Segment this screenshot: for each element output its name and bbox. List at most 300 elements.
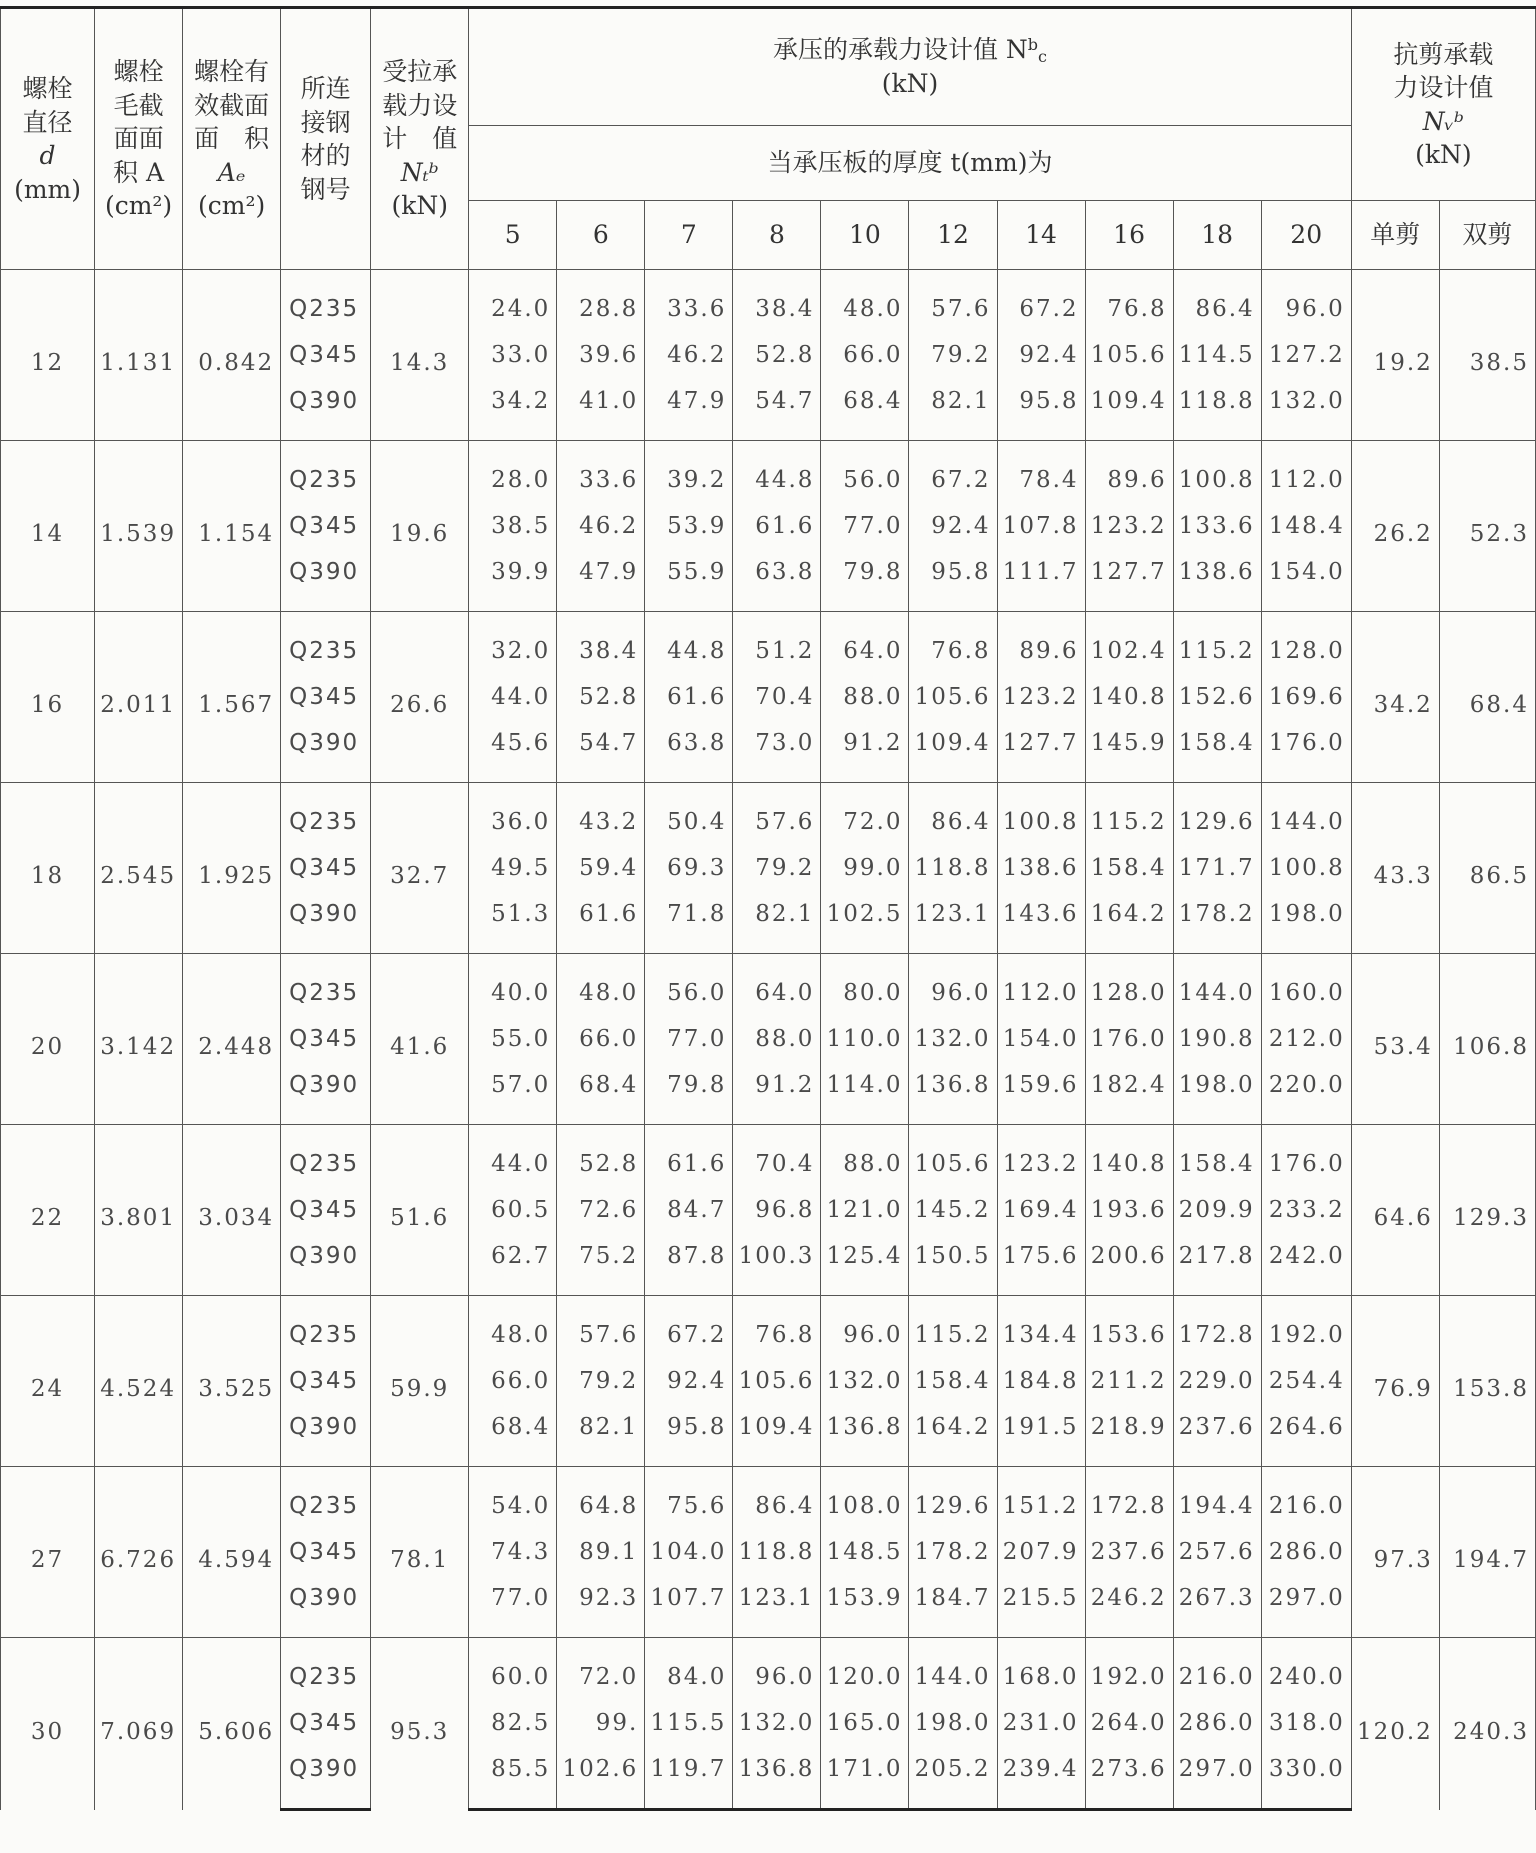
cell-bearing-value: 47.9 bbox=[645, 378, 733, 441]
cell-bearing-value: 72.6 bbox=[557, 1187, 645, 1233]
header-text: Nₜᵇ bbox=[400, 157, 439, 187]
cell-bearing-value: 71.8 bbox=[645, 891, 733, 954]
cell-effective-area: 5.606 bbox=[183, 1638, 281, 1810]
cell-bearing-value: 82.1 bbox=[909, 378, 997, 441]
cell-bearing-value: 178.2 bbox=[1173, 891, 1261, 954]
header-text: 所连 bbox=[300, 74, 351, 103]
cell-bearing-value: 145.2 bbox=[909, 1187, 997, 1233]
cell-effective-area: 1.925 bbox=[183, 783, 281, 954]
cell-bearing-value: 129.6 bbox=[1173, 783, 1261, 846]
cell-bearing-value: 107.8 bbox=[997, 503, 1085, 549]
table-row bbox=[1, 1125, 1536, 1188]
cell-shear-double: 106.8 bbox=[1439, 954, 1535, 1125]
cell-bearing-value: 176.0 bbox=[1261, 720, 1351, 783]
cell-bearing-value: 48.0 bbox=[821, 270, 909, 333]
cell-shear-single: 26.2 bbox=[1351, 441, 1439, 612]
table-row bbox=[1, 783, 1536, 846]
cell-shear-single: 19.2 bbox=[1351, 270, 1439, 441]
cell-bearing-value: 56.0 bbox=[821, 441, 909, 504]
header-gross-area bbox=[95, 8, 183, 270]
cell-bearing-value: 64.0 bbox=[821, 612, 909, 675]
cell-bearing-value: 57.6 bbox=[557, 1296, 645, 1359]
header-thickness: 20 bbox=[1261, 201, 1351, 270]
cell-steel-grade: Q390 bbox=[281, 1575, 371, 1638]
cell-tension-capacity: 32.7 bbox=[371, 783, 469, 954]
cell-effective-area: 4.594 bbox=[183, 1467, 281, 1638]
header-thickness: 12 bbox=[909, 201, 997, 270]
header-text: (kN) bbox=[1415, 140, 1472, 169]
cell-bearing-value: 59.4 bbox=[557, 845, 645, 891]
cell-steel-grade: Q235 bbox=[281, 1467, 371, 1530]
cell-steel-grade: Q345 bbox=[281, 503, 371, 549]
cell-bearing-value: 85.5 bbox=[469, 1746, 557, 1810]
cell-steel-grade: Q390 bbox=[281, 1233, 371, 1296]
cell-bearing-value: 207.9 bbox=[997, 1529, 1085, 1575]
cell-bearing-value: 52.8 bbox=[557, 1125, 645, 1188]
cell-bearing-value: 96.0 bbox=[1261, 270, 1351, 333]
cell-effective-area: 2.448 bbox=[183, 954, 281, 1125]
cell-steel-grade: Q345 bbox=[281, 845, 371, 891]
cell-bearing-value: 192.0 bbox=[1085, 1638, 1173, 1701]
cell-bearing-value: 96.8 bbox=[733, 1187, 821, 1233]
cell-bearing-value: 76.8 bbox=[909, 612, 997, 675]
cell-bearing-value: 267.3 bbox=[1173, 1575, 1261, 1638]
cell-tension-capacity: 14.3 bbox=[371, 270, 469, 441]
cell-bearing-value: 192.0 bbox=[1261, 1296, 1351, 1359]
cell-bolt-diameter: 16 bbox=[1, 612, 95, 783]
cell-bearing-value: 133.6 bbox=[1173, 503, 1261, 549]
cell-bearing-value: 47.9 bbox=[557, 549, 645, 612]
cell-bearing-value: 152.6 bbox=[1173, 674, 1261, 720]
cell-bearing-value: 144.0 bbox=[1173, 954, 1261, 1017]
cell-bearing-value: 66.0 bbox=[469, 1358, 557, 1404]
header-text: 钢号 bbox=[300, 174, 351, 204]
cell-bearing-value: 52.8 bbox=[733, 332, 821, 378]
header-text: (cm²) bbox=[197, 191, 266, 221]
cell-tension-capacity: 41.6 bbox=[371, 954, 469, 1125]
header-thickness: 10 bbox=[821, 201, 909, 270]
cell-bearing-value: 330.0 bbox=[1261, 1746, 1351, 1810]
cell-bearing-value: 169.6 bbox=[1261, 674, 1351, 720]
header-bearing-thickness: 当承压板的厚度 t(mm)为 bbox=[469, 126, 1352, 201]
header-thickness: 8 bbox=[733, 201, 821, 270]
cell-bearing-value: 237.6 bbox=[1173, 1404, 1261, 1467]
cell-bearing-value: 104.0 bbox=[645, 1529, 733, 1575]
cell-bearing-value: 164.2 bbox=[1085, 891, 1173, 954]
cell-bearing-value: 297.0 bbox=[1173, 1746, 1261, 1810]
cell-bearing-value: 205.2 bbox=[909, 1746, 997, 1810]
cell-bearing-value: 123.2 bbox=[997, 674, 1085, 720]
cell-steel-grade: Q345 bbox=[281, 332, 371, 378]
cell-bearing-value: 45.6 bbox=[469, 720, 557, 783]
table-header bbox=[1, 8, 1536, 270]
cell-bearing-value: 100.8 bbox=[997, 783, 1085, 846]
cell-steel-grade: Q235 bbox=[281, 1638, 371, 1701]
cell-bearing-value: 64.8 bbox=[557, 1467, 645, 1530]
header-thickness: 6 bbox=[557, 201, 645, 270]
cell-bearing-value: 48.0 bbox=[469, 1296, 557, 1359]
header-thickness: 16 bbox=[1085, 201, 1173, 270]
cell-bearing-value: 78.4 bbox=[997, 441, 1085, 504]
cell-bearing-value: 72.0 bbox=[557, 1638, 645, 1701]
cell-shear-double: 240.3 bbox=[1439, 1638, 1535, 1810]
cell-bolt-diameter: 24 bbox=[1, 1296, 95, 1467]
header-bearing-title bbox=[469, 33, 1351, 67]
cell-bearing-value: 190.8 bbox=[1173, 1016, 1261, 1062]
header-text: 效截面 bbox=[194, 90, 270, 120]
cell-tension-capacity: 59.9 bbox=[371, 1296, 469, 1467]
cell-bearing-value: 100.8 bbox=[1261, 845, 1351, 891]
header-text: 螺栓有 bbox=[194, 57, 270, 87]
cell-bearing-value: 115.2 bbox=[1173, 612, 1261, 675]
cell-bearing-value: 46.2 bbox=[557, 503, 645, 549]
cell-bearing-value: 128.0 bbox=[1261, 612, 1351, 675]
cell-bearing-value: 57.6 bbox=[909, 270, 997, 333]
cell-bearing-value: 198.0 bbox=[1173, 1062, 1261, 1125]
cell-bearing-value: 38.4 bbox=[557, 612, 645, 675]
cell-bearing-value: 74.3 bbox=[469, 1529, 557, 1575]
cell-bearing-value: 38.4 bbox=[733, 270, 821, 333]
header-text: 承压的承载力设计值 N bbox=[772, 35, 1028, 65]
cell-bearing-value: 184.8 bbox=[997, 1358, 1085, 1404]
cell-effective-area: 1.567 bbox=[183, 612, 281, 783]
cell-bearing-value: 44.8 bbox=[645, 612, 733, 675]
cell-bearing-value: 176.0 bbox=[1085, 1016, 1173, 1062]
cell-gross-area: 4.524 bbox=[95, 1296, 183, 1467]
cell-effective-area: 3.525 bbox=[183, 1296, 281, 1467]
cell-bearing-value: 96.0 bbox=[821, 1296, 909, 1359]
cell-bearing-value: 237.6 bbox=[1085, 1529, 1173, 1575]
cell-steel-grade: Q235 bbox=[281, 954, 371, 1017]
cell-shear-single: 76.9 bbox=[1351, 1296, 1439, 1467]
cell-bearing-value: 33.6 bbox=[557, 441, 645, 504]
cell-bolt-diameter: 22 bbox=[1, 1125, 95, 1296]
cell-bearing-value: 111.7 bbox=[997, 549, 1085, 612]
cell-bearing-value: 52.8 bbox=[557, 674, 645, 720]
cell-bearing-value: 50.4 bbox=[645, 783, 733, 846]
cell-bearing-value: 109.4 bbox=[733, 1404, 821, 1467]
cell-bearing-value: 172.8 bbox=[1173, 1296, 1261, 1359]
cell-bearing-value: 176.0 bbox=[1261, 1125, 1351, 1188]
cell-bearing-value: 100.3 bbox=[733, 1233, 821, 1296]
cell-steel-grade: Q390 bbox=[281, 1404, 371, 1467]
cell-bearing-value: 55.0 bbox=[469, 1016, 557, 1062]
cell-bearing-value: 99.0 bbox=[821, 845, 909, 891]
table-row bbox=[1, 441, 1536, 504]
cell-bearing-value: 61.6 bbox=[645, 674, 733, 720]
header-sup: b bbox=[1027, 35, 1039, 55]
cell-bearing-value: 115.2 bbox=[909, 1296, 997, 1359]
cell-steel-grade: Q235 bbox=[281, 783, 371, 846]
bolt-capacity-table bbox=[0, 6, 1536, 1811]
header-text: 螺栓 bbox=[22, 74, 73, 103]
cell-bearing-value: 44.0 bbox=[469, 674, 557, 720]
cell-bolt-diameter: 18 bbox=[1, 783, 95, 954]
cell-tension-capacity: 51.6 bbox=[371, 1125, 469, 1296]
cell-bearing-value: 132.0 bbox=[1261, 378, 1351, 441]
cell-bearing-value: 95.8 bbox=[909, 549, 997, 612]
cell-bearing-value: 286.0 bbox=[1173, 1700, 1261, 1746]
cell-bearing-value: 60.5 bbox=[469, 1187, 557, 1233]
header-sub: c bbox=[1038, 47, 1048, 67]
cell-shear-double: 38.5 bbox=[1439, 270, 1535, 441]
cell-shear-double: 194.7 bbox=[1439, 1467, 1535, 1638]
cell-bearing-value: 96.0 bbox=[733, 1638, 821, 1701]
cell-bearing-value: 56.0 bbox=[645, 954, 733, 1017]
header-text: 积 A bbox=[113, 157, 165, 187]
header-steel-grade bbox=[281, 8, 371, 270]
cell-bearing-value: 220.0 bbox=[1261, 1062, 1351, 1125]
cell-bearing-value: 229.0 bbox=[1173, 1358, 1261, 1404]
cell-bearing-value: 92.3 bbox=[557, 1575, 645, 1638]
cell-bearing-value: 86.4 bbox=[909, 783, 997, 846]
cell-bearing-value: 105.6 bbox=[1085, 332, 1173, 378]
cell-steel-grade: Q345 bbox=[281, 1358, 371, 1404]
cell-bearing-value: 132.0 bbox=[733, 1700, 821, 1746]
cell-bearing-value: 132.0 bbox=[821, 1358, 909, 1404]
cell-bolt-diameter: 12 bbox=[1, 270, 95, 441]
cell-bearing-value: 184.7 bbox=[909, 1575, 997, 1638]
cell-bearing-value: 92.4 bbox=[645, 1358, 733, 1404]
cell-bearing-value: 211.2 bbox=[1085, 1358, 1173, 1404]
cell-bearing-value: 55.9 bbox=[645, 549, 733, 612]
cell-gross-area: 3.801 bbox=[95, 1125, 183, 1296]
cell-bearing-value: 54.0 bbox=[469, 1467, 557, 1530]
cell-steel-grade: Q345 bbox=[281, 1700, 371, 1746]
cell-bearing-value: 89.1 bbox=[557, 1529, 645, 1575]
cell-bearing-value: 114.0 bbox=[821, 1062, 909, 1125]
header-thickness: 7 bbox=[645, 201, 733, 270]
cell-bearing-value: 158.4 bbox=[1173, 1125, 1261, 1188]
cell-bearing-value: 153.9 bbox=[821, 1575, 909, 1638]
cell-bearing-value: 84.7 bbox=[645, 1187, 733, 1233]
cell-bearing-value: 63.8 bbox=[733, 549, 821, 612]
cell-bearing-value: 51.2 bbox=[733, 612, 821, 675]
cell-steel-grade: Q235 bbox=[281, 1125, 371, 1188]
cell-bearing-value: 41.0 bbox=[557, 378, 645, 441]
cell-tension-capacity: 26.6 bbox=[371, 612, 469, 783]
cell-bearing-value: 39.9 bbox=[469, 549, 557, 612]
cell-bearing-value: 198.0 bbox=[1261, 891, 1351, 954]
cell-bearing-value: 87.8 bbox=[645, 1233, 733, 1296]
cell-bearing-value: 264.0 bbox=[1085, 1700, 1173, 1746]
table-body bbox=[1, 270, 1536, 1810]
cell-effective-area: 3.034 bbox=[183, 1125, 281, 1296]
header-thickness: 14 bbox=[997, 201, 1085, 270]
cell-bearing-value: 154.0 bbox=[1261, 549, 1351, 612]
cell-steel-grade: Q345 bbox=[281, 1187, 371, 1233]
table-row bbox=[1, 612, 1536, 675]
cell-bearing-value: 89.6 bbox=[997, 612, 1085, 675]
header-text: 毛截 bbox=[113, 90, 164, 120]
cell-bearing-value: 92.4 bbox=[909, 503, 997, 549]
cell-bearing-value: 110.0 bbox=[821, 1016, 909, 1062]
header-bearing-capacity bbox=[469, 8, 1352, 126]
cell-gross-area: 1.539 bbox=[95, 441, 183, 612]
cell-bearing-value: 43.2 bbox=[557, 783, 645, 846]
cell-shear-double: 86.5 bbox=[1439, 783, 1535, 954]
cell-shear-single: 53.4 bbox=[1351, 954, 1439, 1125]
cell-shear-single: 97.3 bbox=[1351, 1467, 1439, 1638]
cell-bearing-value: 112.0 bbox=[1261, 441, 1351, 504]
cell-bearing-value: 134.4 bbox=[997, 1296, 1085, 1359]
cell-bearing-value: 105.6 bbox=[733, 1358, 821, 1404]
cell-bearing-value: 127.7 bbox=[997, 720, 1085, 783]
cell-steel-grade: Q390 bbox=[281, 720, 371, 783]
cell-bearing-value: 114.5 bbox=[1173, 332, 1261, 378]
cell-bearing-value: 123.1 bbox=[909, 891, 997, 954]
cell-bearing-value: 127.7 bbox=[1085, 549, 1173, 612]
cell-bearing-value: 286.0 bbox=[1261, 1529, 1351, 1575]
cell-shear-single: 43.3 bbox=[1351, 783, 1439, 954]
cell-bearing-value: 75.6 bbox=[645, 1467, 733, 1530]
cell-tension-capacity: 19.6 bbox=[371, 441, 469, 612]
cell-bearing-value: 68.4 bbox=[557, 1062, 645, 1125]
cell-bearing-value: 82.1 bbox=[557, 1404, 645, 1467]
table-row bbox=[1, 270, 1536, 333]
cell-bearing-value: 175.6 bbox=[997, 1233, 1085, 1296]
cell-bearing-value: 127.2 bbox=[1261, 332, 1351, 378]
header-text: 计 值 bbox=[382, 124, 458, 154]
cell-effective-area: 0.842 bbox=[183, 270, 281, 441]
header-shear-capacity bbox=[1351, 8, 1535, 201]
cell-steel-grade: Q235 bbox=[281, 1296, 371, 1359]
cell-bearing-value: 264.6 bbox=[1261, 1404, 1351, 1467]
cell-bearing-value: 115.5 bbox=[645, 1700, 733, 1746]
cell-shear-single: 64.6 bbox=[1351, 1125, 1439, 1296]
header-text: (kN) bbox=[881, 69, 939, 99]
cell-bearing-value: 144.0 bbox=[1261, 783, 1351, 846]
cell-bearing-value: 216.0 bbox=[1261, 1467, 1351, 1530]
cell-bearing-value: 66.0 bbox=[821, 332, 909, 378]
cell-bearing-value: 121.0 bbox=[821, 1187, 909, 1233]
cell-bearing-value: 61.6 bbox=[557, 891, 645, 954]
cell-bearing-value: 105.6 bbox=[909, 674, 997, 720]
cell-bearing-value: 88.0 bbox=[821, 674, 909, 720]
cell-bearing-value: 44.8 bbox=[733, 441, 821, 504]
cell-bearing-value: 51.3 bbox=[469, 891, 557, 954]
cell-bearing-value: 257.6 bbox=[1173, 1529, 1261, 1575]
header-thickness: 5 bbox=[469, 201, 557, 270]
cell-bearing-value: 89.6 bbox=[1085, 441, 1173, 504]
cell-bearing-value: 136.8 bbox=[733, 1746, 821, 1810]
cell-bearing-value: 79.8 bbox=[645, 1062, 733, 1125]
cell-bearing-value: 164.2 bbox=[909, 1404, 997, 1467]
cell-bearing-value: 67.2 bbox=[909, 441, 997, 504]
cell-bearing-value: 76.8 bbox=[1085, 270, 1173, 333]
cell-bearing-value: 136.8 bbox=[821, 1404, 909, 1467]
cell-bearing-value: 100.8 bbox=[1173, 441, 1261, 504]
cell-bearing-value: 159.6 bbox=[997, 1062, 1085, 1125]
cell-bearing-value: 128.0 bbox=[1085, 954, 1173, 1017]
cell-bearing-value: 123.2 bbox=[1085, 503, 1173, 549]
cell-bearing-value: 120.0 bbox=[821, 1638, 909, 1701]
cell-bearing-value: 54.7 bbox=[557, 720, 645, 783]
header-effective-area bbox=[183, 8, 281, 270]
cell-bearing-value: 171.7 bbox=[1173, 845, 1261, 891]
cell-bearing-value: 242.0 bbox=[1261, 1233, 1351, 1296]
cell-bearing-value: 115.2 bbox=[1085, 783, 1173, 846]
cell-bearing-value: 61.6 bbox=[733, 503, 821, 549]
cell-bearing-value: 168.0 bbox=[997, 1638, 1085, 1701]
cell-bearing-value: 231.0 bbox=[997, 1700, 1085, 1746]
cell-bearing-value: 82.5 bbox=[469, 1700, 557, 1746]
cell-shear-double: 68.4 bbox=[1439, 612, 1535, 783]
cell-bearing-value: 297.0 bbox=[1261, 1575, 1351, 1638]
cell-bearing-value: 158.4 bbox=[1173, 720, 1261, 783]
cell-bearing-value: 64.0 bbox=[733, 954, 821, 1017]
header-thickness: 18 bbox=[1173, 201, 1261, 270]
cell-bearing-value: 53.9 bbox=[645, 503, 733, 549]
cell-bearing-value: 216.0 bbox=[1173, 1638, 1261, 1701]
cell-steel-grade: Q235 bbox=[281, 270, 371, 333]
cell-bearing-value: 102.5 bbox=[821, 891, 909, 954]
cell-bearing-value: 240.0 bbox=[1261, 1638, 1351, 1701]
cell-bearing-value: 60.0 bbox=[469, 1638, 557, 1701]
cell-bearing-value: 33.6 bbox=[645, 270, 733, 333]
cell-shear-single: 120.2 bbox=[1351, 1638, 1439, 1810]
cell-bearing-value: 154.0 bbox=[997, 1016, 1085, 1062]
cell-bearing-value: 88.0 bbox=[821, 1125, 909, 1188]
cell-steel-grade: Q390 bbox=[281, 1746, 371, 1810]
cell-gross-area: 1.131 bbox=[95, 270, 183, 441]
cell-bearing-value: 108.0 bbox=[821, 1467, 909, 1530]
cell-bearing-value: 68.4 bbox=[469, 1404, 557, 1467]
cell-bearing-value: 246.2 bbox=[1085, 1575, 1173, 1638]
table-row bbox=[1, 1296, 1536, 1359]
cell-bearing-value: 66.0 bbox=[557, 1016, 645, 1062]
cell-bearing-value: 151.2 bbox=[997, 1467, 1085, 1530]
cell-bearing-value: 218.9 bbox=[1085, 1404, 1173, 1467]
cell-bearing-value: 40.0 bbox=[469, 954, 557, 1017]
cell-bearing-value: 193.6 bbox=[1085, 1187, 1173, 1233]
cell-bearing-value: 39.6 bbox=[557, 332, 645, 378]
cell-bearing-value: 84.0 bbox=[645, 1638, 733, 1701]
cell-bearing-value: 75.2 bbox=[557, 1233, 645, 1296]
cell-bearing-value: 67.2 bbox=[997, 270, 1085, 333]
header-bolt-diameter bbox=[1, 8, 95, 270]
cell-bearing-value: 91.2 bbox=[821, 720, 909, 783]
cell-bearing-value: 273.6 bbox=[1085, 1746, 1173, 1810]
cell-bearing-value: 171.0 bbox=[821, 1746, 909, 1810]
cell-bearing-value: 107.7 bbox=[645, 1575, 733, 1638]
cell-bearing-value: 178.2 bbox=[909, 1529, 997, 1575]
cell-steel-grade: Q235 bbox=[281, 612, 371, 675]
cell-bearing-value: 44.0 bbox=[469, 1125, 557, 1188]
cell-steel-grade: Q345 bbox=[281, 1016, 371, 1062]
cell-steel-grade: Q345 bbox=[281, 674, 371, 720]
header-text: 面 积 bbox=[194, 124, 270, 154]
cell-bearing-value: 77.0 bbox=[645, 1016, 733, 1062]
table-row bbox=[1, 954, 1536, 1017]
cell-bearing-value: 239.4 bbox=[997, 1746, 1085, 1810]
cell-bearing-value: 129.6 bbox=[909, 1467, 997, 1530]
header-shear-single: 单剪 bbox=[1351, 201, 1439, 270]
header-text: 力设计值 bbox=[1393, 73, 1494, 102]
cell-bearing-value: 233.2 bbox=[1261, 1187, 1351, 1233]
cell-bearing-value: 118.8 bbox=[1173, 378, 1261, 441]
cell-bearing-value: 143.6 bbox=[997, 891, 1085, 954]
cell-bearing-value: 57.6 bbox=[733, 783, 821, 846]
cell-steel-grade: Q390 bbox=[281, 549, 371, 612]
cell-bolt-diameter: 30 bbox=[1, 1638, 95, 1810]
cell-bearing-value: 54.7 bbox=[733, 378, 821, 441]
cell-bearing-value: 39.2 bbox=[645, 441, 733, 504]
cell-steel-grade: Q390 bbox=[281, 891, 371, 954]
cell-bearing-value: 69.3 bbox=[645, 845, 733, 891]
header-text: 材的 bbox=[300, 141, 351, 170]
cell-bearing-value: 144.0 bbox=[909, 1638, 997, 1701]
